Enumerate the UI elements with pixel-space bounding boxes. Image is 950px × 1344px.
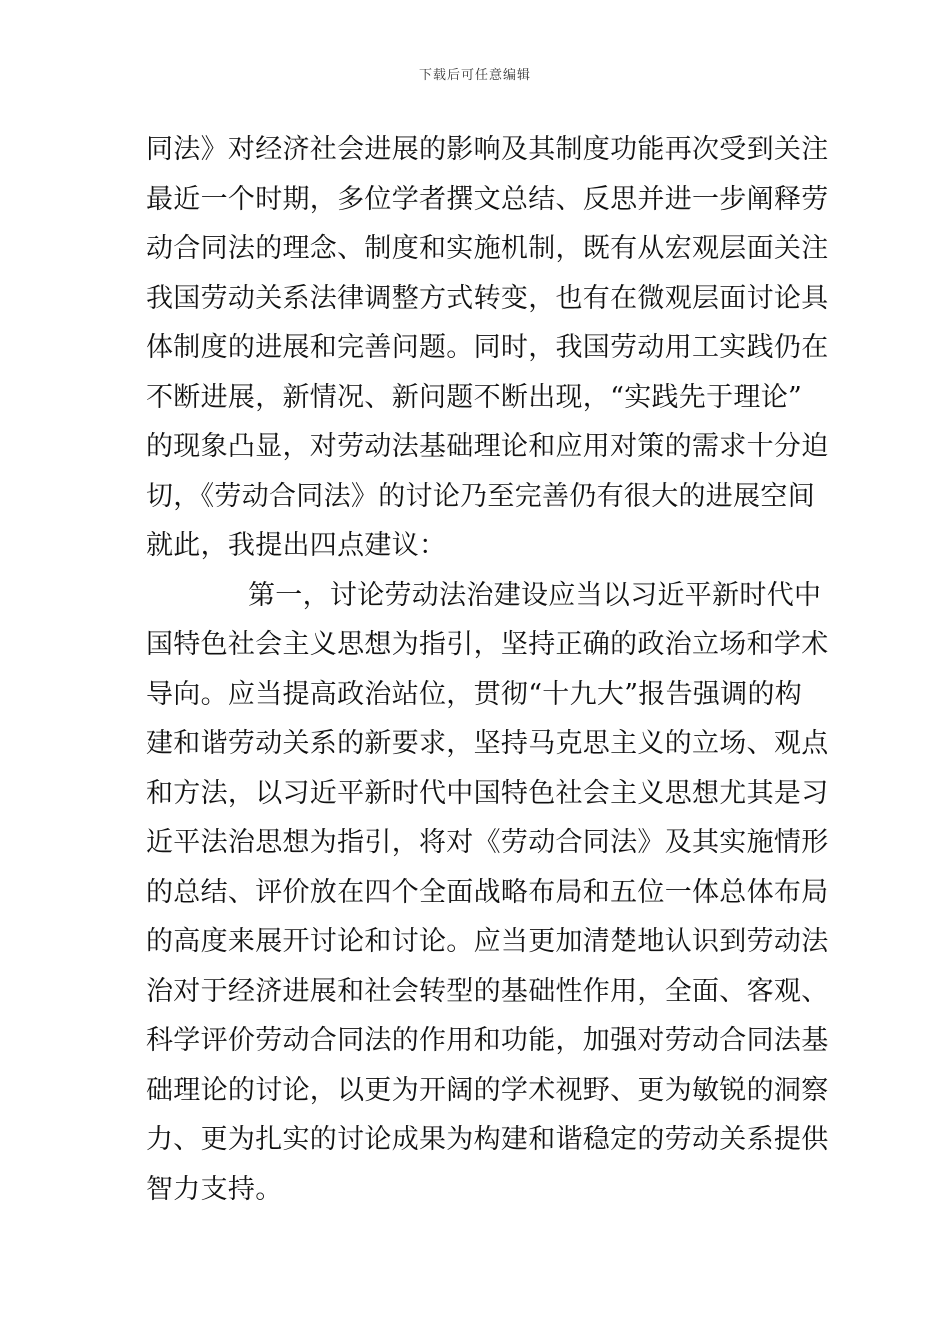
text-line: 建和谐劳动关系的新要求，坚持马克思主义的立场、观点 [146, 728, 829, 759]
text-line: 就此，我提出四点建议： [146, 530, 447, 561]
text-line: 同法》对经济社会进展的影响及其制度功能再次受到关注 [146, 134, 829, 165]
text-line: 国特色社会主义思想为指引，坚持正确的政治立场和学术 [146, 629, 829, 660]
text-line: 体制度的进展和完善问题。同时，我国劳动用工实践仍在 [146, 332, 829, 363]
text-line: 科学评价劳动合同法的作用和功能，加强对劳动合同法基 [146, 1025, 829, 1056]
text-line: 切，《劳动合同法》的讨论乃至完善仍有很大的进展空间 [146, 480, 815, 512]
text-line: 近平法治思想为指引，将对《劳动合同法》及其实施情形 [146, 827, 829, 858]
text-line: 和方法，以习近平新时代中国特色社会主义思想尤其是习 [146, 777, 829, 809]
text-line: 治对于经济进展和社会转型的基础性作用，全面、客观、 [146, 975, 829, 1007]
text-line: 我国劳动关系法律调整方式转变，也有在微观层面讨论具 [146, 282, 829, 314]
text-line: 础理论的讨论，以更为开阔的学术视野、更为敏锐的洞察 [146, 1074, 829, 1106]
text-line: 的现象凸显，对劳动法基础理论和应用对策的需求十分迫 [146, 431, 829, 462]
paragraph-first-line: 第一，讨论劳动法治建设应当以习近平新时代中 [248, 579, 822, 611]
text-line: 动合同法的理念、制度和实施机制，既有从宏观层面关注 [146, 233, 829, 264]
text-line: 导向。应当提高政治站位，贯彻“十九大”报告强调的构 [146, 678, 803, 710]
body-text [146, 125, 829, 1214]
page-header: 下载后可任意编辑 [418, 68, 531, 83]
text-line: 不断进展，新情况、新问题不断出现，“实践先于理论” [146, 381, 803, 413]
text-line: 力、更为扎实的讨论成果为构建和谐稳定的劳动关系提供 [146, 1124, 829, 1155]
text-line: 的高度来展开讨论和讨论。应当更加清楚地认识到劳动法 [146, 926, 829, 957]
text-line: 最近一个时期，多位学者撰文总结、反思并进一步阐释劳 [146, 183, 829, 215]
text-line: 智力支持。 [146, 1173, 283, 1205]
text-line: 的总结、评价放在四个全面战略布局和五位一体总体布局 [146, 876, 829, 908]
